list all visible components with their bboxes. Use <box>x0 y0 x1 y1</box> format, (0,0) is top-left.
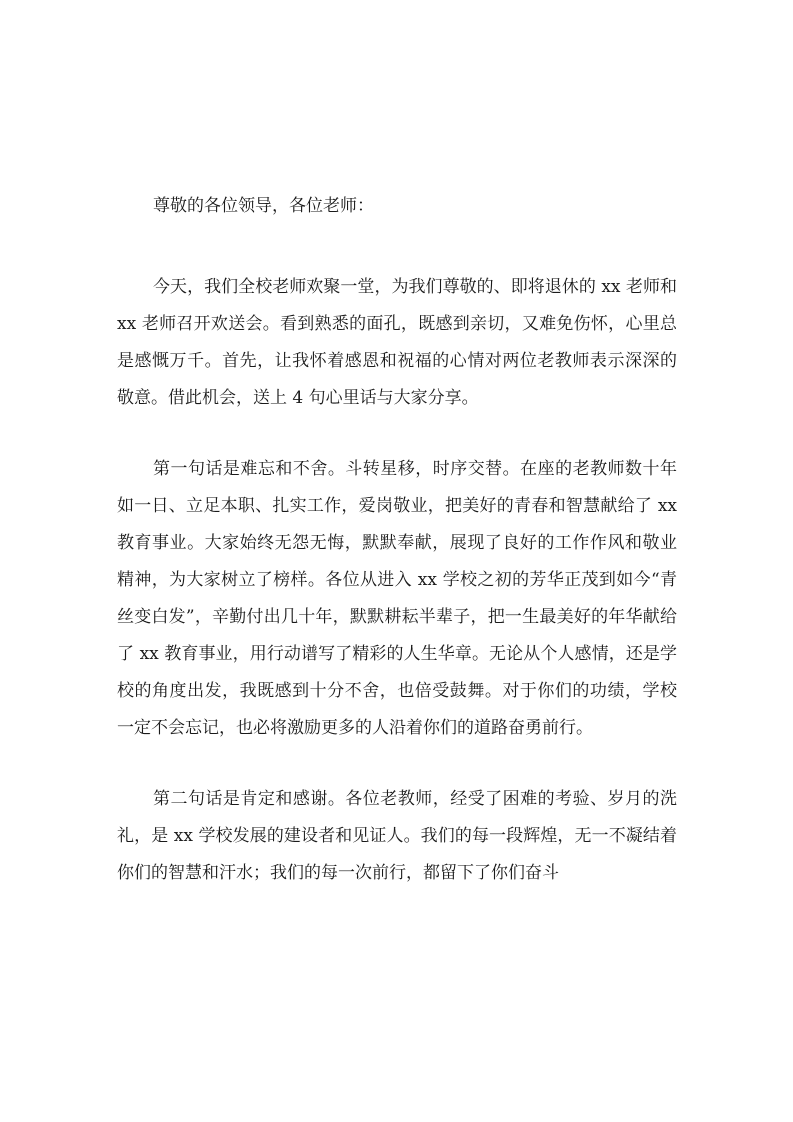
paragraph-second-point: 第二句话是肯定和感谢。各位老教师，经受了困难的考验、岁月的洗礼，是 xx 学校发展的建设者和见证人。我们的每一段辉煌，无一不凝结着你们的智慧和汗水；我们的每一次前行，都留下了你们奋斗 <box>117 789 677 883</box>
salutation: 尊敬的各位领导，各位老师： <box>153 196 374 216</box>
paragraph-gap <box>117 417 677 451</box>
paragraph-gap <box>117 747 677 781</box>
document-page <box>117 188 677 892</box>
paragraph-first-point: 第一句话是难忘和不舍。斗转星移，时序交替。在座的老教师数十年如一日、立足本职、扎实工作，爱岗敬业，把美好的青春和智慧献给了 xx 教育事业。大家始终无怨无悔，默默奉献，展现了良好的工作作风和敬业精神，为大家树立了榜样。各位从进入 xx 学校之初的芳华正茂到如今“青丝变白发”，辛勤付出几十年，默默耕耘半辈子，把一生最美好的年华献给了 xx 教育事业，用行动谱写了精彩的人生华章。无论从个人感情，还是学校的角度出发，我既感到十分不舍，也倍受鼓舞。对于你们的功绩，学校一定不会忘记，也必将激励更多的人沿着你们的道路奋勇前行。 <box>117 459 677 738</box>
paragraph-opening: 今天，我们全校老师欢聚一堂，为我们尊敬的、即将退休的 xx 老师和 xx 老师召开欢送会。看到熟悉的面孔，既感到亲切，又难免伤怀，心里总是感慨万千。首先，让我怀着感恩和祝福的心情对两位老教师表示深深的敬意。借此机会，送上 4 句心里话与大家分享。 <box>117 277 677 408</box>
